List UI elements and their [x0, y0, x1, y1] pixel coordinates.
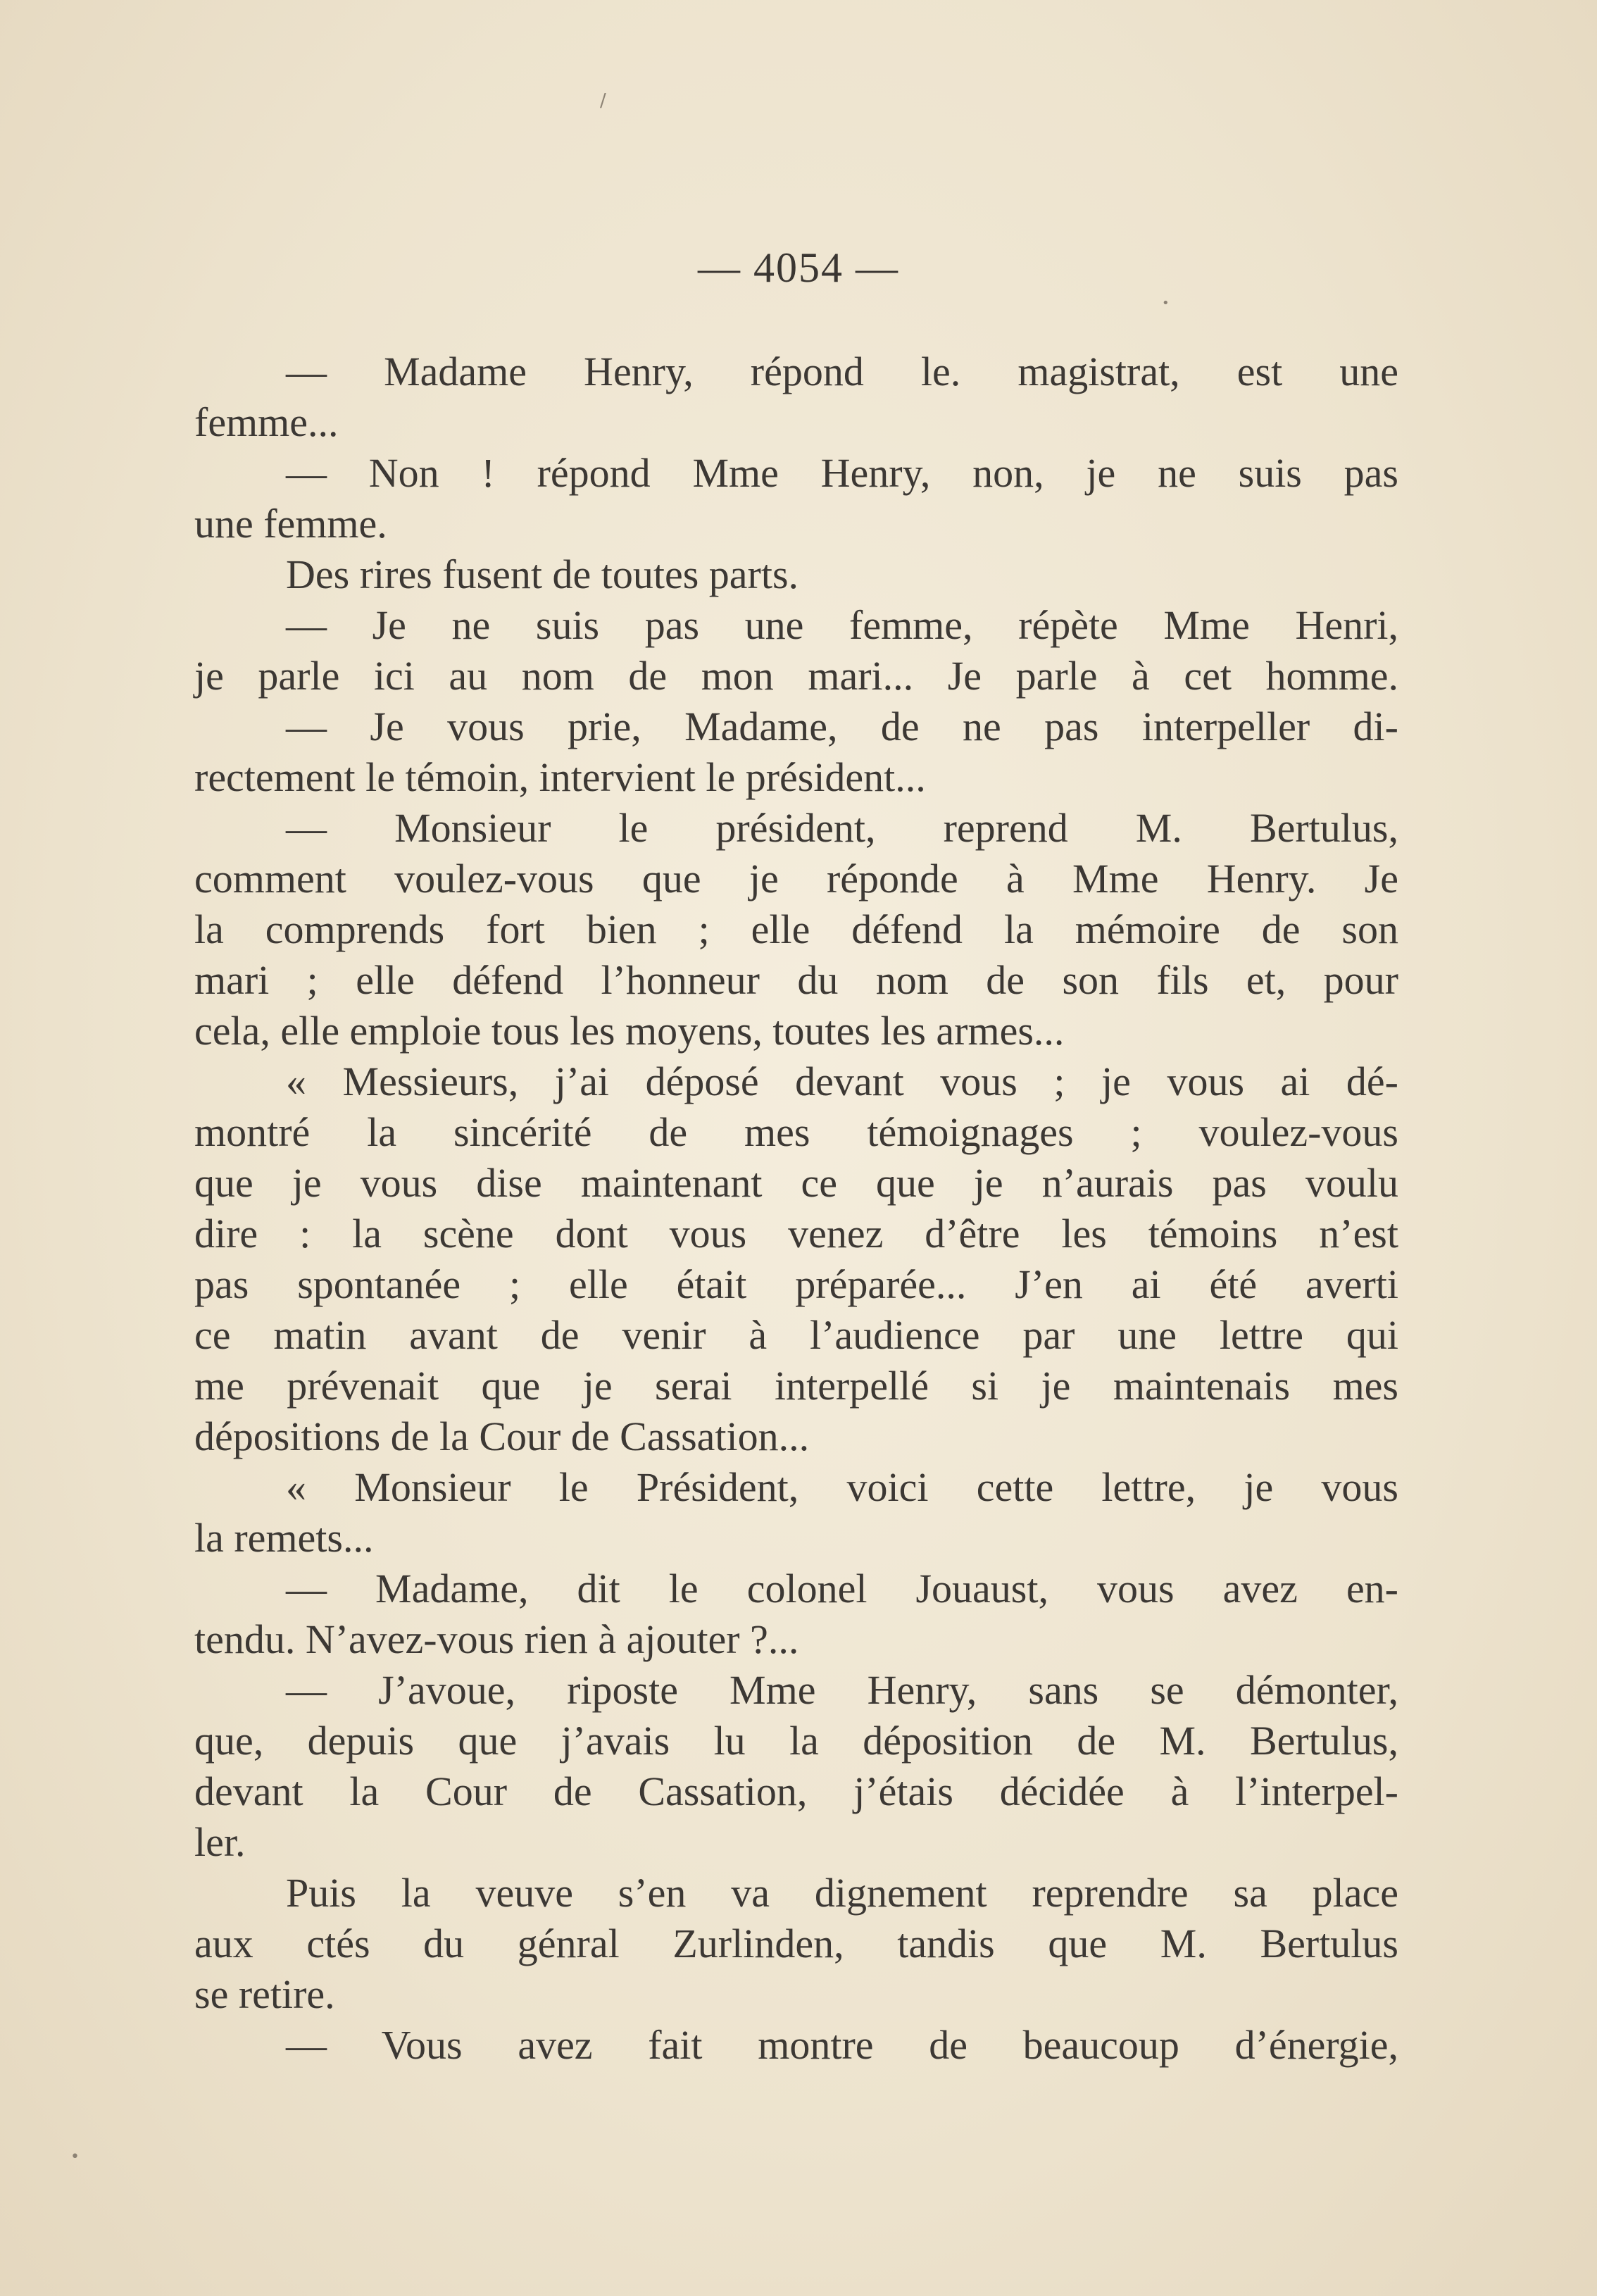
text-line: que, depuis que j’avais lu la déposition de M. Bertulus, [194, 1718, 1398, 1764]
text-line: — Je ne suis pas une femme, répète Mme Henri, [286, 602, 1398, 648]
text-line: — Je vous prie, Madame, de ne pas interpeller di- [286, 704, 1398, 749]
text-line: Puis la veuve s’en va dignement reprendre sa place [286, 1870, 1398, 1916]
text-line: montré la sincérité de mes témoignages ; voulez-vous [194, 1109, 1398, 1155]
text-line: — Monsieur le président, reprend M. Bertulus, [286, 805, 1398, 851]
text-line: — Madame, dit le colonel Jouaust, vous avez en- [286, 1566, 1398, 1611]
margin-speck: • [70, 2148, 80, 2166]
text-line: aux ctés du génral Zurlinden, tandis que M. Bertulus [194, 1921, 1398, 1966]
text-line: la remets... [194, 1515, 374, 1561]
text-line: « Messieurs, j’ai déposé devant vous ; je vous ai dé- [286, 1059, 1398, 1104]
text-line: dire : la scène dont vous venez d’être les témoins n’est [194, 1211, 1398, 1256]
text-line: rectement le témoin, intervient le président... [194, 754, 926, 800]
text-line: mari ; elle défend l’honneur du nom de son fils et, pour [194, 957, 1398, 1003]
text-line: cela, elle emploie tous les moyens, toutes les armes... [194, 1008, 1065, 1054]
text-line: comment voulez-vous que je réponde à Mme Henry. Je [194, 856, 1398, 901]
text-line: femme... [194, 399, 339, 445]
text-line: dépositions de la Cour de Cassation... [194, 1414, 810, 1459]
text-line: — J’avoue, riposte Mme Henry, sans se démonter, [286, 1667, 1398, 1713]
margin-speck: / [600, 90, 606, 111]
text-line: ce matin avant de venir à l’audience par une lettre qui [194, 1312, 1398, 1358]
text-line: — Madame Henry, répond le. magistrat, est une [286, 349, 1398, 394]
text-line: — Non ! répond Mme Henry, non, je ne suis pas [286, 450, 1398, 496]
text-line: « Monsieur le Président, voici cette lettre, je vous [286, 1464, 1398, 1510]
page-number: — 4054 — [698, 244, 899, 291]
page-body [194, 347, 1398, 2071]
text-line: tendu. N’avez-vous rien à ajouter ?... [194, 1616, 799, 1662]
text-line: devant la Cour de Cassation, j’étais décidée à l’interpel- [194, 1768, 1398, 1814]
text-line: me prévenait que je serai interpellé si je maintenais mes [194, 1363, 1398, 1409]
text-line: pas spontanée ; elle était préparée... J’en ai été averti [194, 1261, 1398, 1307]
text-line: je parle ici au nom de mon mari... Je parle à cet homme. [194, 653, 1398, 699]
margin-speck: • [1162, 296, 1170, 311]
text-line: se retire. [194, 1971, 335, 2017]
text-line: une femme. [194, 501, 387, 547]
text-line: la comprends fort bien ; elle défend la mémoire de son [194, 906, 1398, 952]
text-line: ler. [194, 1819, 246, 1865]
text-line: — Vous avez fait montre de beaucoup d’énergie, [286, 2022, 1398, 2068]
text-line: que je vous dise maintenant ce que je n’aurais pas voulu [194, 1160, 1398, 1206]
text-line: Des rires fusent de toutes parts. [286, 551, 799, 597]
